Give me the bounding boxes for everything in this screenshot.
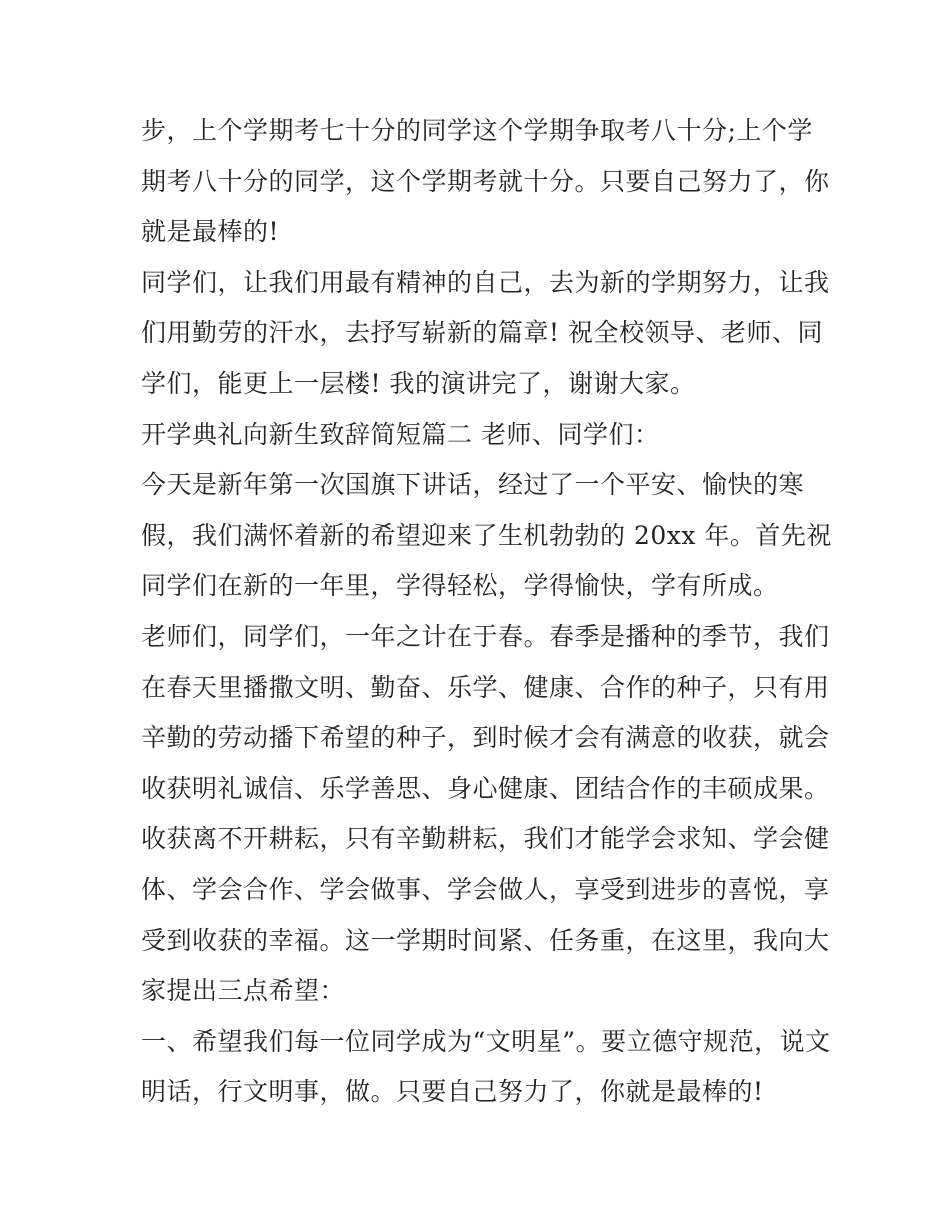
- text-line: 们用勤劳的汗水，去抒写崭新的篇章! 祝全校领导、老师、同: [141, 318, 823, 348]
- text-line: 学们，能更上一层楼! 我的演讲完了，谢谢大家。: [141, 368, 696, 398]
- text-line: 在春天里播撒文明、勤奋、乐学、健康、合作的种子，只有用: [141, 672, 830, 702]
- text-line: 家提出三点希望：: [141, 976, 346, 1006]
- text-line: 收获明礼诚信、乐学善思、身心健康、团结合作的丰硕成果。: [141, 773, 830, 803]
- text-line: 明话，行文明事，做。只要自己努力了，你就是最棒的!: [141, 1077, 764, 1107]
- text-line: 辛勤的劳动播下希望的种子，到时候才会有满意的收获，就会: [141, 723, 830, 753]
- section-heading: 开学典礼向新生致辞简短篇二 老师、同学们：: [141, 419, 660, 449]
- text-line: 老师们，同学们，一年之计在于春。春季是播种的季节，我们: [141, 621, 830, 651]
- body-text: [141, 106, 832, 1118]
- text-line: 就是最棒的!: [141, 217, 280, 247]
- text-line: 今天是新年第一次国旗下讲话，经过了一个平安、愉快的寒: [141, 470, 805, 500]
- text-line: 同学们在新的一年里，学得轻松，学得愉快，学有所成。: [141, 571, 779, 601]
- text-line: 同学们，让我们用最有精神的自己，去为新的学期努力，让我: [141, 267, 830, 297]
- text-line: 体、学会合作、学会做事、学会做人，享受到进步的喜悦，享: [141, 874, 830, 904]
- text-line: 假，我们满怀着新的希望迎来了生机勃勃的 20xx 年。首先祝: [141, 520, 832, 550]
- text-line: 期考八十分的同学，这个学期考就十分。只要自己努力了，你: [141, 166, 830, 196]
- text-line: 一、希望我们每一位同学成为“文明星”。要立德守规范，说文: [141, 1026, 831, 1056]
- text-line: 步，上个学期考七十分的同学这个学期争取考八十分;上个学: [141, 116, 813, 145]
- text-line: 收获离不开耕耘，只有辛勤耕耘，我们才能学会求知、学会健: [141, 824, 830, 854]
- text-line: 受到收获的幸福。这一学期时间紧、任务重，在这里，我向大: [141, 925, 830, 955]
